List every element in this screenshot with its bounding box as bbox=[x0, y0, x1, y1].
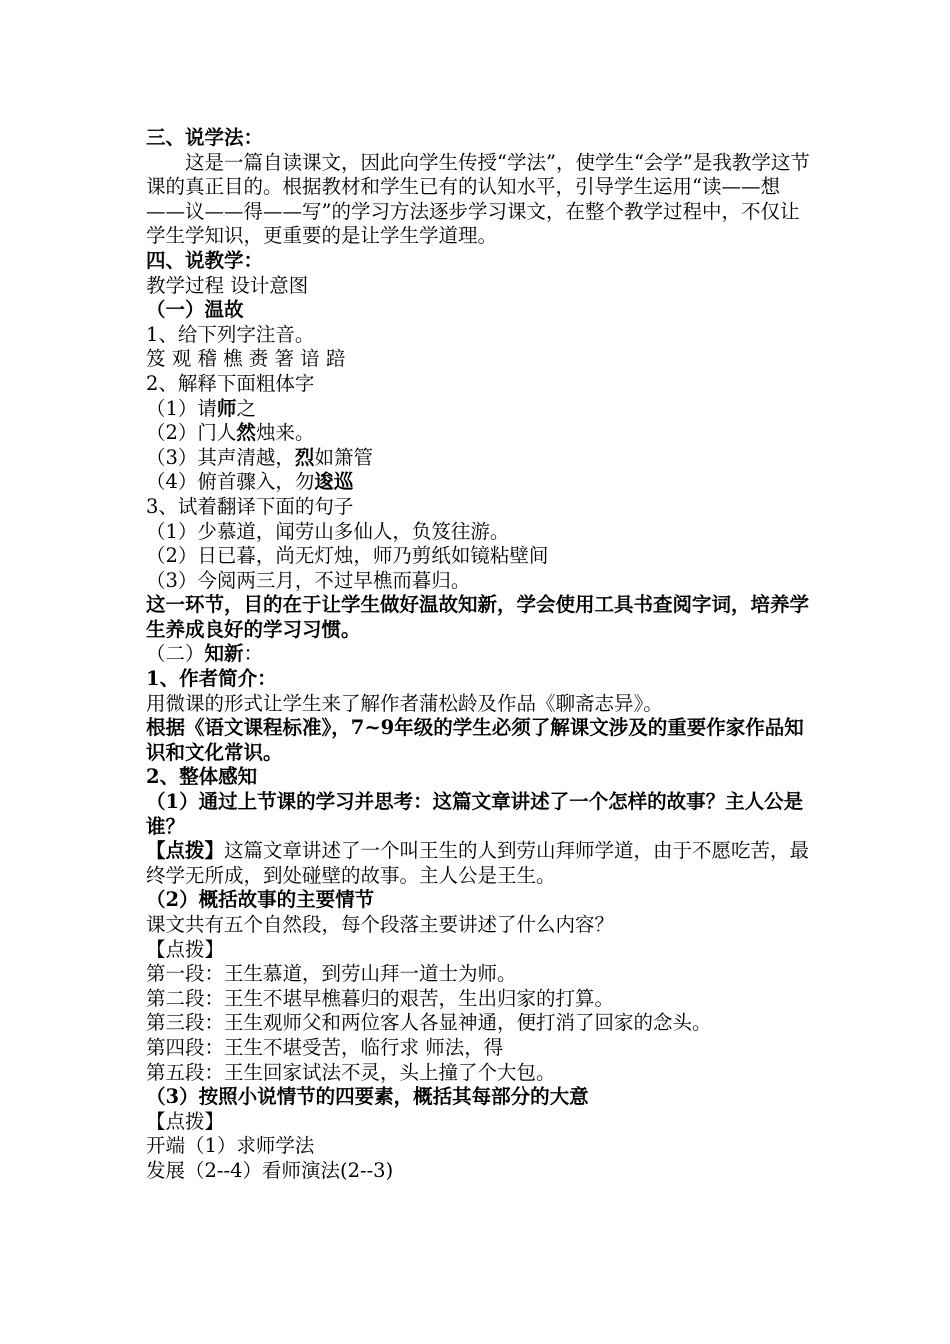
section-3-heading: 三、说学法： bbox=[146, 126, 264, 149]
review-q2: 2、解释下面粗体字 bbox=[146, 371, 315, 395]
overall-a1 bbox=[146, 839, 810, 888]
item-text: （2）门人 bbox=[146, 421, 237, 445]
review-item bbox=[146, 470, 810, 495]
overall-q1: （1）通过上节课的学习并思考：这篇文章讲述了一个怎样的故事？主人公是谁？ bbox=[146, 790, 804, 838]
new-heading bbox=[146, 642, 810, 667]
paragraph-summary: 第二段：王生不堪早樵暮归的艰苦，生出归家的打算。 bbox=[146, 986, 615, 1010]
author-heading: 1、作者简介： bbox=[146, 667, 277, 691]
review-heading: （一）温故 bbox=[146, 298, 244, 322]
paragraph-summary: 第一段：王生慕道，到劳山拜一道士为师。 bbox=[146, 962, 517, 986]
heading-prefix: （二） bbox=[146, 642, 205, 666]
overall-q2: （2）概括故事的主要情节 bbox=[146, 888, 375, 912]
table-columns-line: 教学过程 设计意图 bbox=[146, 273, 309, 297]
review-item bbox=[146, 421, 810, 446]
paragraph-summary: 第四段：王生不堪受苦，临行求 师法，得 bbox=[146, 1035, 504, 1059]
plot-line: 开端（1）求师学法 bbox=[146, 1134, 315, 1158]
bold-word: 师 bbox=[216, 396, 237, 420]
hint-label: 【点拨】 bbox=[146, 937, 225, 961]
bold-word: 然 bbox=[236, 421, 256, 445]
section-4-heading: 四、说教学： bbox=[146, 248, 264, 272]
review-item bbox=[146, 446, 810, 471]
sentence: （2）日已暮，尚无灯烛，师乃剪纸如镜粘壁间 bbox=[146, 544, 549, 568]
hint-label: 【点拨】 bbox=[146, 839, 225, 863]
hint-text: 这篇文章讲述了一个叫王生的人到劳山拜师学道，由于不愿吃苦，最终学无所成，到处碰壁的故事。主人公是王生。 bbox=[146, 839, 810, 887]
overall-heading: 2、整体感知 bbox=[146, 765, 258, 789]
item-text: （4）俯首骤入，勿 bbox=[146, 470, 315, 494]
author-intent: 根据《语文课程标准》，7~9年级的学生必须了解课文涉及的重要作家作品知识和文化常识。 bbox=[146, 716, 804, 764]
item-text: （1）请 bbox=[146, 396, 217, 420]
section-3-body: 这是一篇自读课文，因此向学生传授“学法”，使学生“会学”是我教学这节课的真正目的。根据教材和学生已有的认知水平，引导学生运用“读——想——议——得——写”的学习方法逐步学习课文，在整个教学过程中，不仅让学生学知识，更重要的是让学生学道理。 bbox=[146, 150, 810, 248]
heading-bold: 知新 bbox=[204, 642, 244, 666]
hint-label: 【点拨】 bbox=[146, 1109, 225, 1133]
review-item bbox=[146, 397, 810, 422]
paragraph-summary: 第五段：王生回家试法不灵，头上撞了个大包。 bbox=[146, 1060, 556, 1084]
review-q3: 3、试着翻译下面的句子 bbox=[146, 494, 354, 518]
bold-word: 烈 bbox=[294, 445, 315, 469]
review-q1: 1、给下列字注音。 bbox=[146, 322, 315, 346]
sentence: （1）少慕道，闻劳山多仙人，负笈往游。 bbox=[146, 519, 510, 543]
item-text: 如箫管 bbox=[314, 445, 373, 469]
item-text: 之 bbox=[236, 396, 256, 420]
overall-q3: （3）按照小说情节的四要素，概括其每部分的大意 bbox=[146, 1085, 589, 1109]
sentence: （3）今阅两三月，不过早樵而暮归。 bbox=[146, 568, 471, 592]
item-text: （3）其声清越， bbox=[146, 445, 295, 469]
item-text: 烛来。 bbox=[255, 421, 315, 445]
review-chars: 笈 观 稽 樵 赉 箸 谙 踣 bbox=[146, 347, 346, 371]
plot-line: 发展（2--4）看师演法(2--3) bbox=[146, 1158, 394, 1182]
document-page bbox=[146, 126, 810, 1184]
heading-suffix: ： bbox=[243, 642, 264, 666]
bold-word: 逡巡 bbox=[314, 470, 354, 494]
author-body: 用微课的形式让学生来了解作者蒲松龄及作品《聊斋志异》。 bbox=[146, 691, 663, 715]
paragraph-summary: 第三段：王生观师父和两位客人各显神通，便打消了回家的念头。 bbox=[146, 1011, 712, 1035]
review-intent: 这一环节，目的在于让学生做好温故知新，学会使用工具书查阅字词，培养学生养成良好的学习习惯。 bbox=[146, 593, 810, 641]
overall-q2-body: 课文共有五个自然段，每个段落主要讲述了什么内容？ bbox=[146, 913, 615, 936]
